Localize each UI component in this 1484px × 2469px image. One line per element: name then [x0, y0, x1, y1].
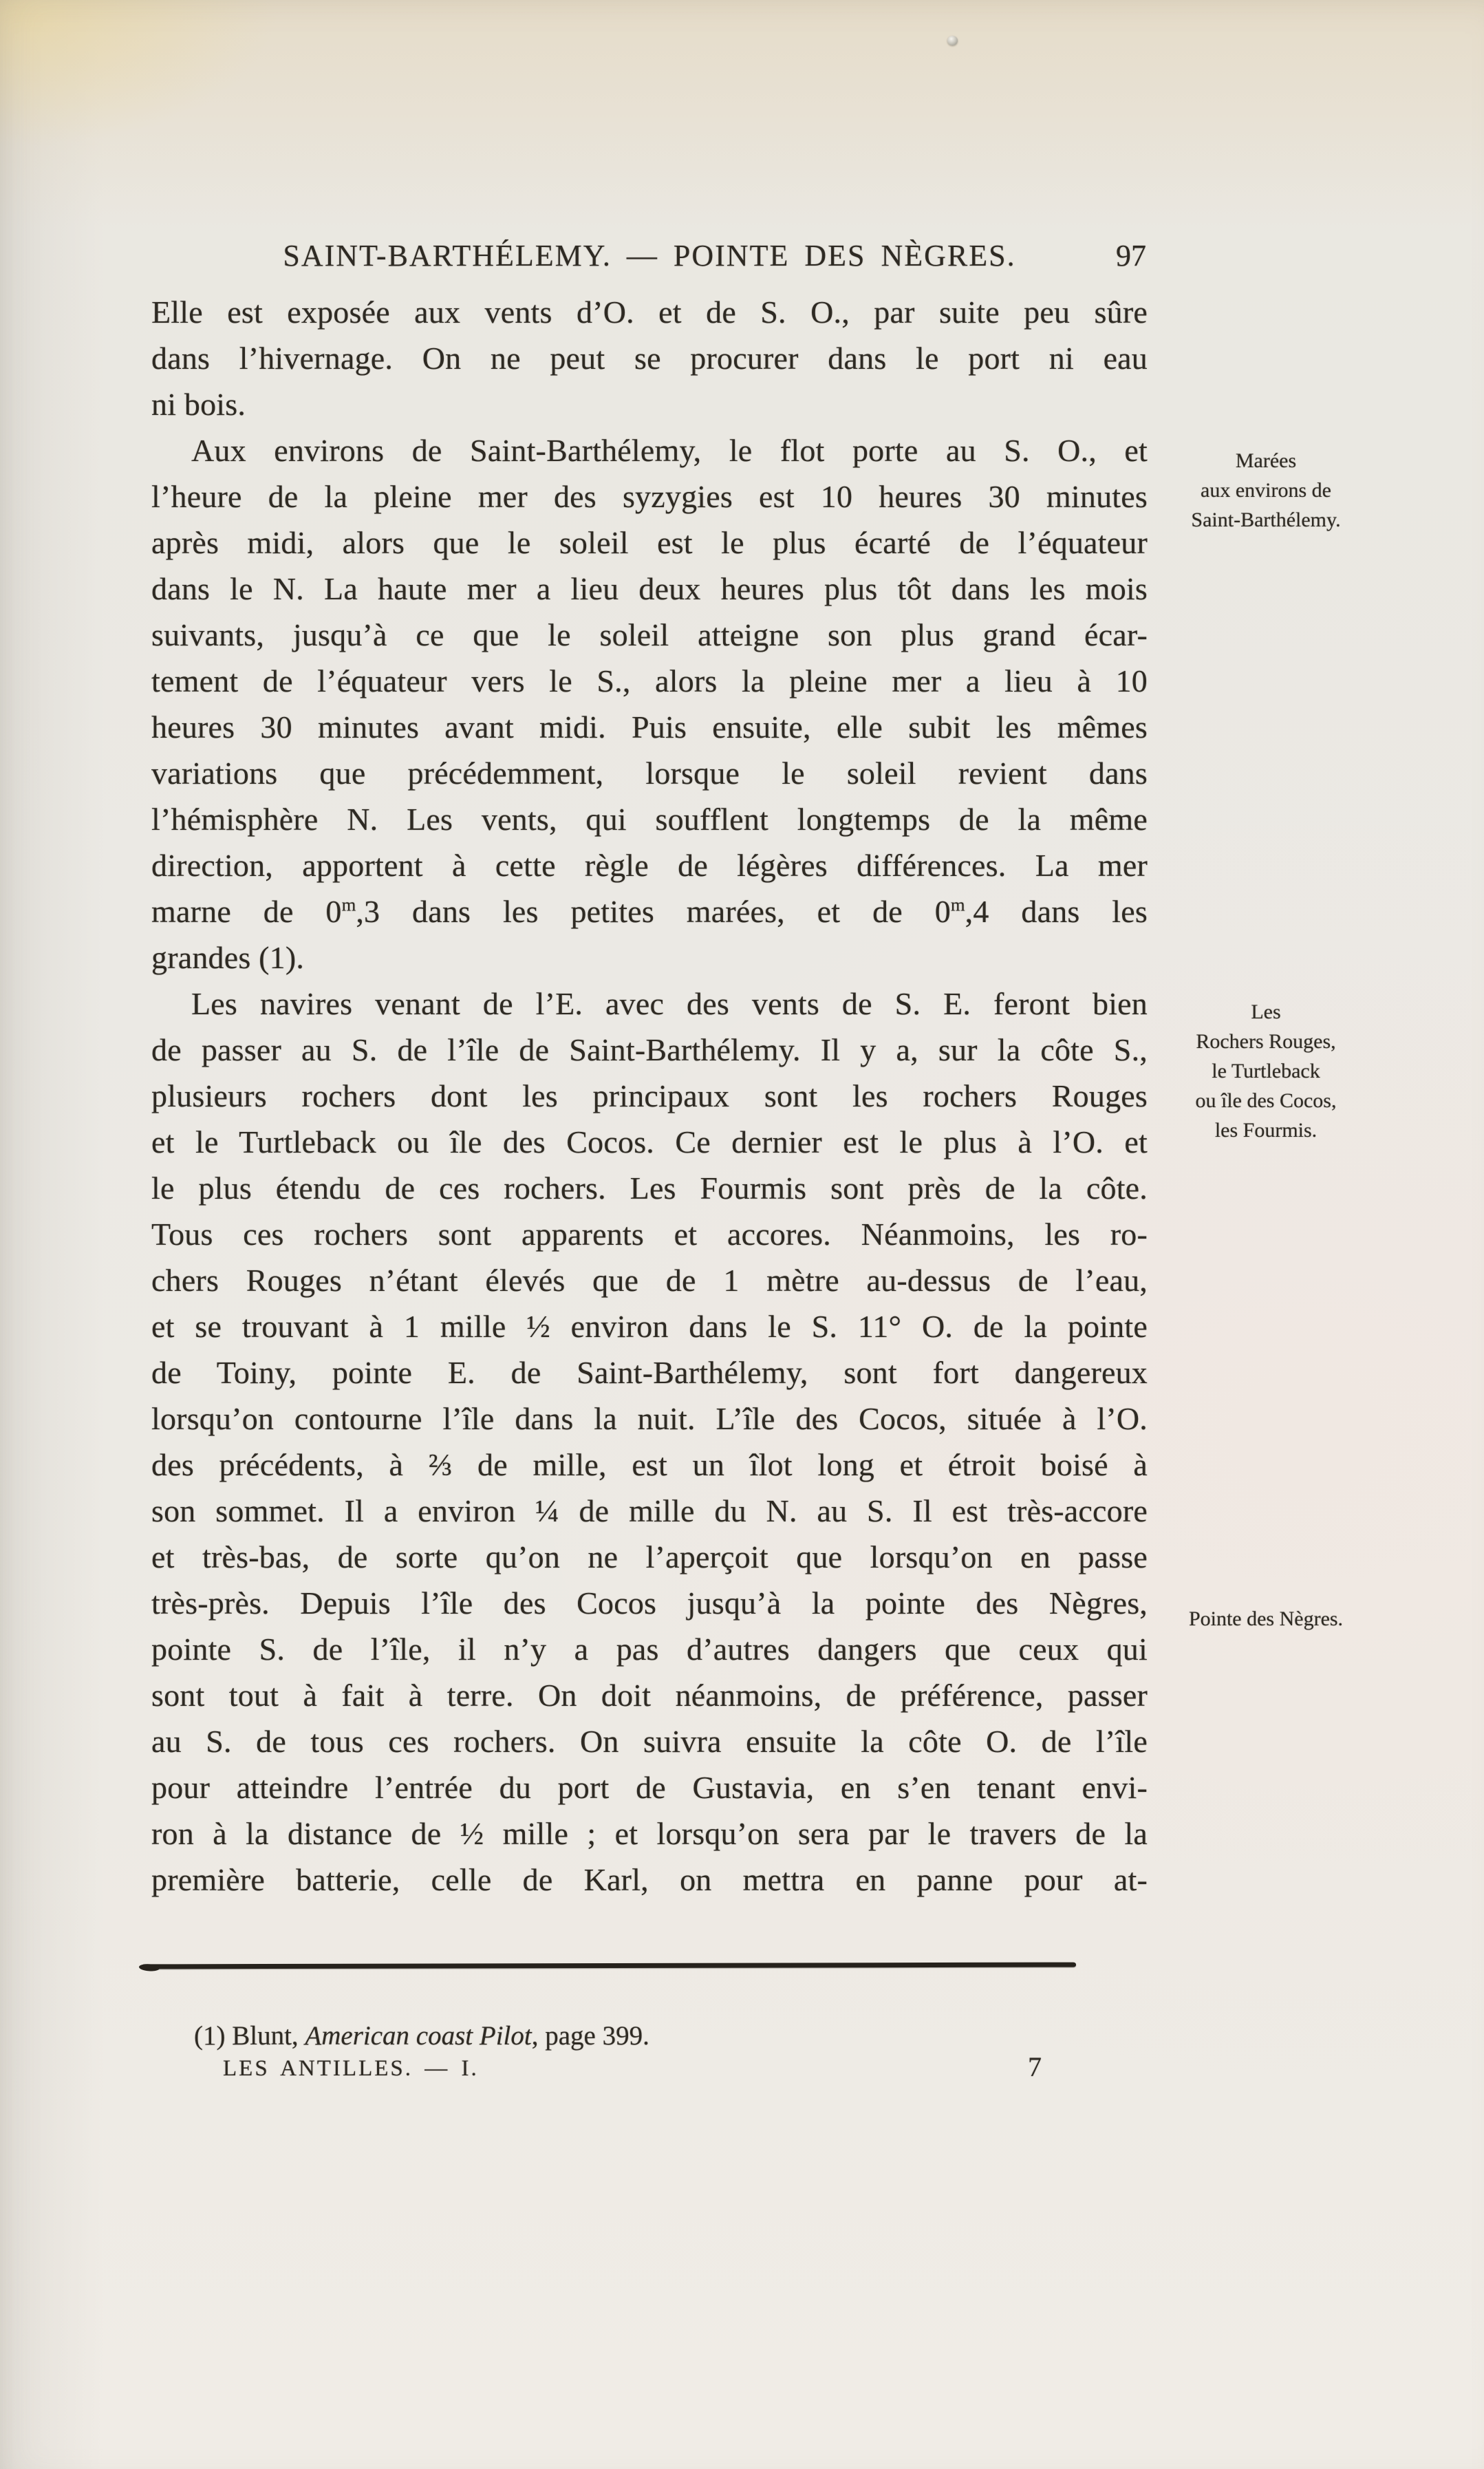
text-line: et le Turtleback ou île des Cocos. Ce dernier est le plus à l’O. et — [151, 1124, 1148, 1159]
text-line: lorsqu’on contourne l’île dans la nuit. L’île des Cocos, située à l’O. — [151, 1401, 1148, 1436]
text-line: (1) Blunt, American coast Pilot, page 399. — [194, 2021, 649, 2051]
text-line: dans l’hivernage. On ne peut se procurer dans le port ni eau — [151, 341, 1148, 376]
text-line: le plus étendu de ces rochers. Les Fourmis sont près de la côte. — [151, 1171, 1148, 1206]
text-line: Tous ces rochers sont apparents et accores. Néanmoins, les ro- — [151, 1217, 1148, 1252]
text-line: Les — [1251, 1001, 1281, 1023]
text-line: après midi, alors que le soleil est le plus écarté de l’équateur — [151, 525, 1148, 560]
text-line: plusieurs rochers dont les principaux sont les rochers Rouges — [151, 1078, 1148, 1113]
text-line: le Turtleback — [1212, 1060, 1320, 1082]
text-line: Pointe des Nègres. — [1188, 1607, 1344, 1630]
text-line: Les navires venant de l’E. avec des vents de S. E. feront bien — [191, 986, 1148, 1021]
text-line: marne de 0$^m$,3 dans les petites marées, et de 0$^m$,4 dans les — [151, 894, 1148, 929]
signature-number: 7 — [1028, 2051, 1042, 2082]
paragraph — [151, 427, 1148, 981]
text-line: ron à la distance de ½ mille ; et lorsqu’on sera par le travers de la — [151, 1816, 1148, 1851]
text-line: Elle est exposée aux vents d’O. et de S. O., par suite peu sûre — [151, 295, 1148, 330]
text-line: de passer au S. de l’île de Saint-Barthélemy. Il y a, sur la côte S., — [151, 1032, 1148, 1067]
paragraph — [151, 981, 1148, 1903]
footnote — [151, 2019, 1148, 2053]
text-line: Rochers Rouges, — [1196, 1030, 1336, 1053]
page-number: 97 — [1116, 239, 1146, 272]
text-line: l’heure de la pleine mer des syzygies est 10 heures 30 minutes — [151, 479, 1148, 514]
text-line: première batterie, celle de Karl, on mettra en panne pour at- — [151, 1862, 1148, 1897]
text-line: aux environs de — [1201, 479, 1331, 502]
margin-note-rochers — [1128, 997, 1404, 1145]
text-line: pointe S. de l’île, il n’y a pas d’autres dangers que ceux qui — [151, 1632, 1148, 1667]
text-line: et très-bas, de sorte qu’on ne l’aperçoit que lorsqu’on en passe — [151, 1539, 1148, 1574]
text-line: heures 30 minutes avant midi. Puis ensuite, elle subit les mêmes — [151, 709, 1148, 745]
text-line: grandes (1). — [151, 940, 305, 975]
running-title: SAINT-BARTHÉLEMY. — POINTE DES NÈGRES. — [283, 239, 1016, 272]
text-line: des précédents, à ⅔ de mille, est un îlot long et étroit boisé à — [151, 1447, 1148, 1482]
text-line: pour atteindre l’entrée du port de Gustavia, en s’en tenant envi- — [151, 1770, 1148, 1805]
text-line: dans le N. La haute mer a lieu deux heures plus tôt dans les mois — [151, 571, 1148, 606]
text-line: au S. de tous ces rochers. On suivra ensuite la côte O. de l’île — [151, 1724, 1148, 1759]
text-line: Saint-Barthélemy. — [1191, 509, 1341, 531]
text-line: direction, apportent à cette règle de légères différences. La mer — [151, 848, 1148, 883]
series-title: LES ANTILLES. — I. — [223, 2056, 479, 2081]
text-line: chers Rouges n’étant élevés que de 1 mètre au-dessus de l’eau, — [151, 1263, 1148, 1298]
text-line: tement de l’équateur vers le S., alors la pleine mer a lieu à 10 — [151, 663, 1148, 698]
text-line: sont tout à fait à terre. On doit néanmoins, de préférence, passer — [151, 1678, 1148, 1713]
text-line: ou île des Cocos, — [1195, 1089, 1337, 1112]
margin-note-pointe-des-negres — [1128, 1604, 1404, 1634]
text-line: très-près. Depuis l’île des Cocos jusqu’à la pointe des Nègres, — [151, 1585, 1148, 1621]
text-line: et se trouvant à 1 mille ½ environ dans le S. 11° O. de la pointe — [151, 1309, 1148, 1344]
text-line: Aux environs de Saint-Barthélemy, le flot porte au S. O., et — [191, 433, 1148, 468]
text-line: de Toiny, pointe E. de Saint-Barthélemy, sont fort dangereux — [151, 1355, 1148, 1390]
text-line: variations que précédemment, lorsque le soleil revient dans — [151, 756, 1148, 791]
margin-note-marees — [1128, 446, 1404, 535]
footnote-rule — [142, 1963, 1076, 1969]
paragraph — [151, 289, 1148, 427]
text-line: son sommet. Il a environ ¼ de mille du N. au S. Il est très-accore — [151, 1493, 1148, 1528]
page-header — [151, 238, 1148, 279]
text-line: l’hémisphère N. Les vents, qui soufflent longtemps de la même — [151, 802, 1148, 837]
text-line: Marées — [1235, 449, 1297, 472]
paper-speck — [947, 36, 958, 45]
text-line: les Fourmis. — [1214, 1119, 1318, 1142]
text-line: suivants, jusqu’à ce que le soleil atteigne son plus grand écar- — [151, 617, 1148, 652]
body-text — [151, 289, 1148, 1903]
text-line: ni bois. — [151, 387, 246, 422]
